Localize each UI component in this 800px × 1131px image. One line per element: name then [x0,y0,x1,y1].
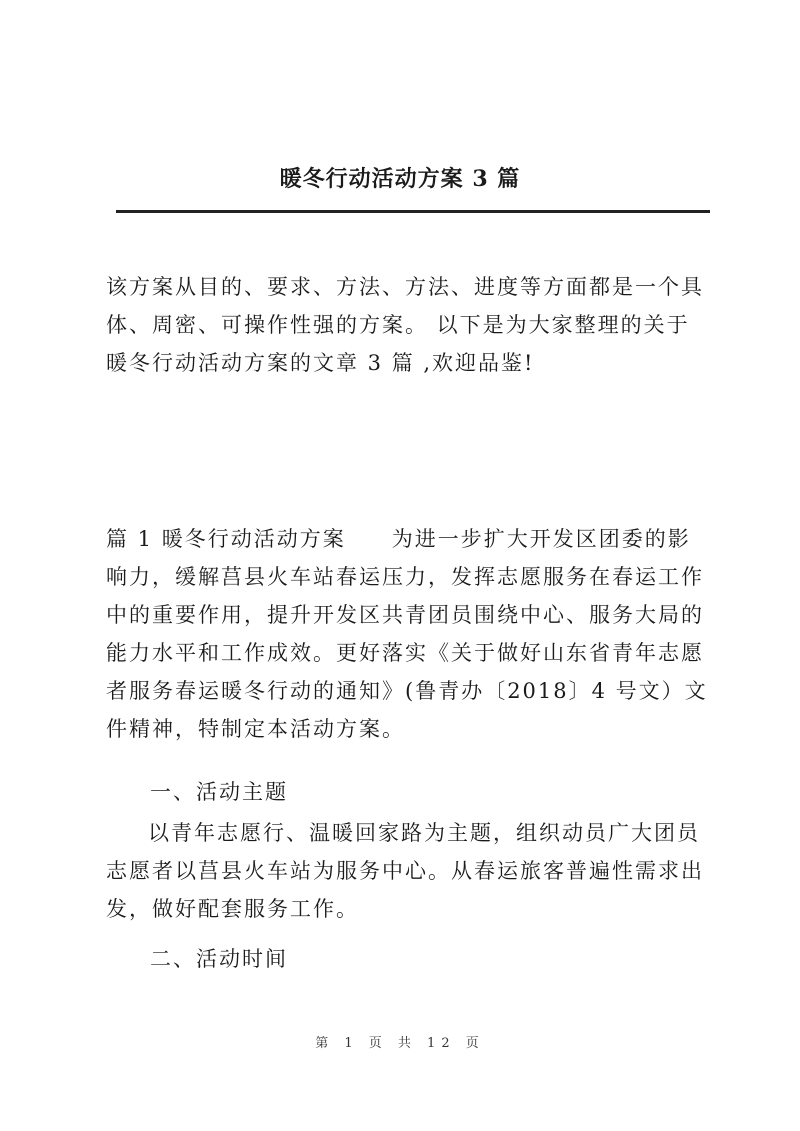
section1-paragraph: 篇 1 暖冬行动活动方案 为进一步扩大开发区团委的影响力，缓解莒县火车站春运压力，发挥志愿服务在春运工作中的重要作用，提升开发区共青团员围绕中心、服务大局的能力水平和工作成效。更好落实《关于做好山东省青年志愿者服务春运暖冬行动的通知》(鲁青办〔2018〕4 号文）文件精神，特制定本活动方案。 [106,527,708,741]
section-heading-theme: 一、活动主题 [150,780,288,804]
document-title: 暖冬行动活动方案 3 篇 [279,166,521,192]
section-heading-time: 二、活动时间 [150,947,288,971]
title-underline [116,210,710,213]
intro-paragraph: 该方案从目的、要求、方法、方法、进度等方面都是一个具体、周密、可操作性强的方案。 以下是为大家整理的关于暖冬行动活动方案的文章 3 篇 ,欢迎品鉴! [106,275,704,375]
theme-paragraph: 以青年志愿行、温暖回家路为主题，组织动员广大团员志愿者以莒县火车站为服务中心。从春运旅客普遍性需求出发，做好配套服务工作。 [106,821,704,921]
page-number-footer: 第 1 页 共 12 页 [315,1036,485,1051]
